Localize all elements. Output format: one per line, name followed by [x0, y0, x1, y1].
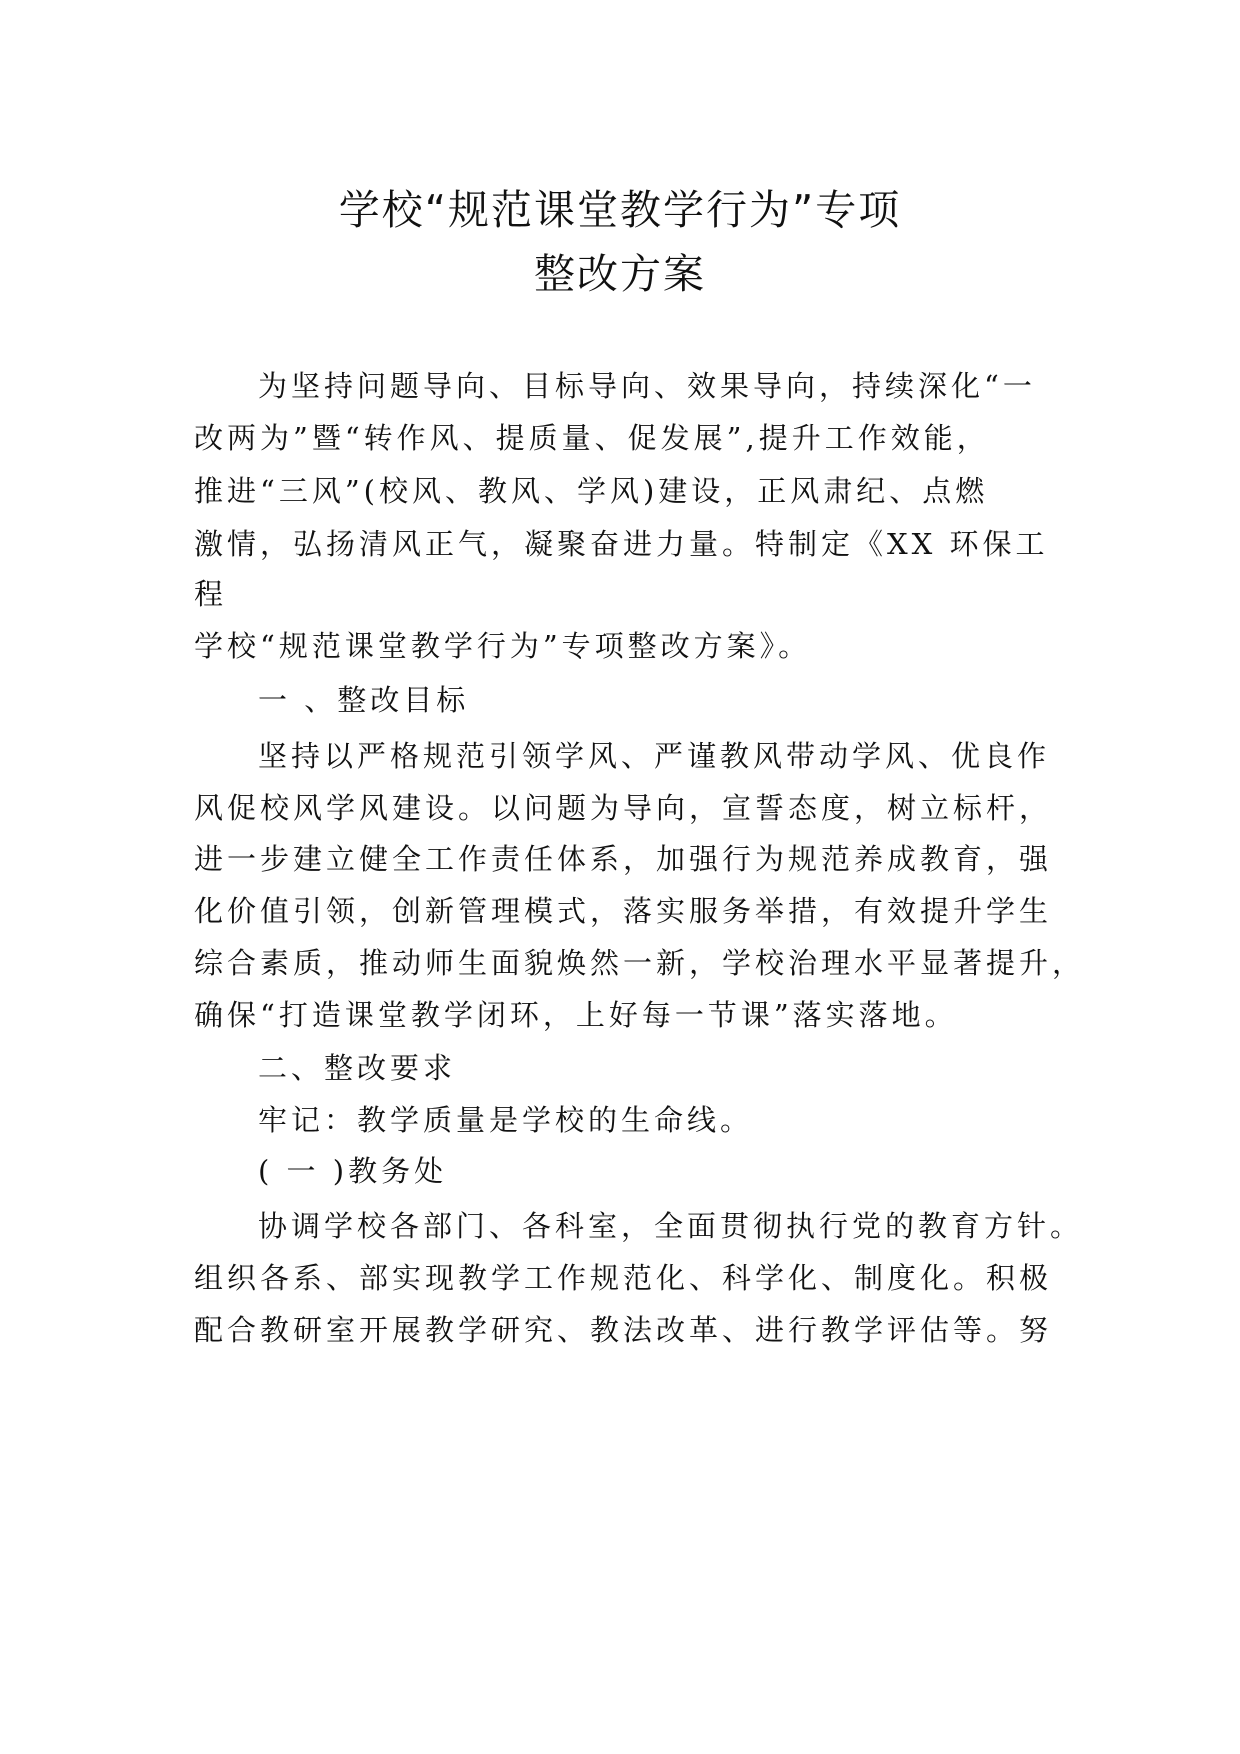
intro-line-2: 改两为”暨“转作风、提质量、促发展”,提升工作效能， — [194, 421, 990, 455]
section-1-line-1: 坚持以严格规范引领学风、严谨教风带动学风、优良作 — [258, 739, 1051, 773]
section-1-line-3: 进一步建立健全工作责任体系，加强行为规范养成教育，强 — [194, 842, 1053, 876]
intro-line-4: 激情，弘扬清风正气，凝聚奋进力量。特制定《XX 环保工 — [194, 527, 1049, 561]
section-2-note: 牢记：教学质量是学校的生命线。 — [258, 1103, 754, 1137]
intro-line-6: 学校“规范课堂教学行为”专项整改方案》。 — [194, 629, 812, 663]
section-1-line-4: 化价值引领，创新管理模式，落实服务举措，有效提升学生 — [194, 894, 1053, 928]
intro-line-5: 程 — [194, 577, 228, 611]
intro-line-1: 为坚持问题导向、目标导向、效果导向，持续深化“一 — [258, 369, 1036, 403]
intro-line-3: 推进“三风”(校风、教风、学风)建设，正风肃纪、点燃 — [194, 474, 989, 508]
document-title — [0, 178, 1240, 306]
section-1-line-6: 确保“打造课堂教学闭环，上好每一节课”落实落地。 — [194, 998, 958, 1032]
section-1-heading: 一 、整改目标 — [258, 683, 470, 717]
section-2-heading: 二、整改要求 — [258, 1051, 457, 1085]
subsection-1-line-1: 协调学校各部门、各科室，全面贯彻执行党的教育方针。 — [258, 1209, 1084, 1243]
section-1-line-5: 综合素质，推动师生面貌焕然一新，学校治理水平显著提升， — [194, 946, 1086, 980]
subsection-1-heading: ( 一 )教务处 — [258, 1154, 448, 1188]
section-1-line-2: 风促校风学风建设。以问题为导向，宣誓态度，树立标杆， — [194, 791, 1053, 825]
title-line-2: 整改方案 — [534, 250, 706, 298]
subsection-1-line-2: 组织各系、部实现教学工作规范化、科学化、制度化。积极 — [194, 1261, 1053, 1295]
subsection-1-line-3: 配合教研室开展教学研究、教法改革、进行教学评估等。努 — [194, 1313, 1053, 1347]
title-line-1: 学校“规范课堂教学行为”专项 — [338, 186, 902, 234]
